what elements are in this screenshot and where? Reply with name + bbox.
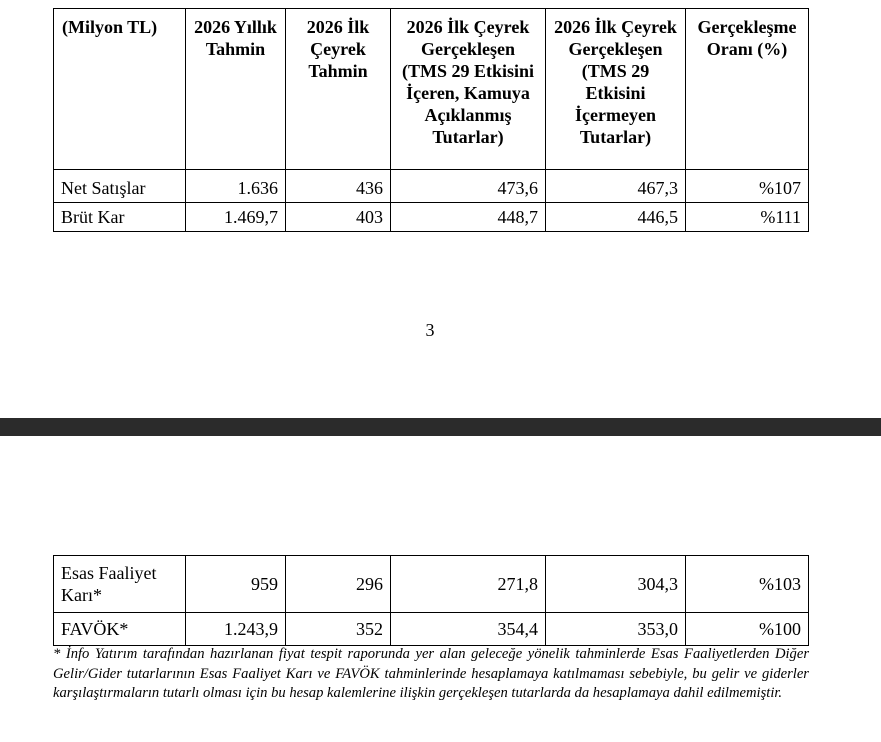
row-label: FAVÖK*	[54, 613, 186, 646]
header-q1-actual-without-tms29: 2026 İlk Çeyrek Gerçekleşen (TMS 29 Etkisini İçermeyen Tutarlar)	[546, 9, 686, 170]
header-unit: (Milyon TL)	[54, 9, 186, 170]
row-label-line-2: Karı*	[61, 585, 102, 605]
cell-annual-forecast: 959	[186, 556, 286, 613]
cell-annual-forecast: 1.243,9	[186, 613, 286, 646]
cell-q1-actual-with-tms29: 271,8	[391, 556, 546, 613]
cell-realization-rate: %100	[686, 613, 809, 646]
cell-q1-forecast: 352	[286, 613, 391, 646]
footnote: * İnfo Yatırım tarafından hazırlanan fiyat tespit raporunda yer alan geleceğe yönelik tahminlerde Esas Faaliyetlerden Diğer Gelir/Gider tutarlarının Esas Faaliyet Karı ve FAVÖK tahminlerinde hesaplamaya katılmaması sebebiyle, bu gelir ve giderler karşılaştırmaların tutarlı olması için bu hesap kalemlerine ilişkin gerçekleşen tutarlarda da hesaplamaya dahil edilmemiştir.	[53, 646, 809, 701]
cell-realization-rate: %111	[686, 203, 809, 232]
cell-q1-actual-without-tms29: 353,0	[546, 613, 686, 646]
cell-realization-rate: %103	[686, 556, 809, 613]
cell-q1-actual-without-tms29: 467,3	[546, 170, 686, 203]
header-realization-rate: Gerçekleşme Oranı (%)	[686, 9, 809, 170]
cell-realization-rate: %107	[686, 170, 809, 203]
cell-q1-actual-with-tms29: 448,7	[391, 203, 546, 232]
cell-annual-forecast: 1.469,7	[186, 203, 286, 232]
cell-q1-actual-with-tms29: 473,6	[391, 170, 546, 203]
row-label: Brüt Kar	[54, 203, 186, 232]
table-row-operating-profit	[54, 556, 809, 613]
row-label: Net Satışlar	[54, 170, 186, 203]
table-header-row	[54, 9, 809, 170]
cell-q1-actual-without-tms29: 304,3	[546, 556, 686, 613]
row-label-line-1: Esas Faaliyet	[61, 563, 157, 583]
cell-q1-forecast: 436	[286, 170, 391, 203]
financial-table-top	[53, 8, 809, 232]
cell-q1-actual-without-tms29: 446,5	[546, 203, 686, 232]
table-row-gross-profit	[54, 203, 809, 232]
row-label	[54, 556, 186, 613]
page-separator	[0, 418, 881, 436]
table-row-ebitda	[54, 613, 809, 646]
header-q1-actual-with-tms29: 2026 İlk Çeyrek Gerçekleşen (TMS 29 Etkisini İçeren, Kamuya Açıklanmış Tutarlar)	[391, 9, 546, 170]
cell-annual-forecast: 1.636	[186, 170, 286, 203]
cell-q1-forecast: 403	[286, 203, 391, 232]
financial-table-continued	[53, 555, 809, 646]
cell-q1-forecast: 296	[286, 556, 391, 613]
page-number: 3	[425, 320, 435, 340]
header-q1-forecast: 2026 İlk Çeyrek Tahmin	[286, 9, 391, 170]
table-row-net-sales	[54, 170, 809, 203]
cell-q1-actual-with-tms29: 354,4	[391, 613, 546, 646]
header-annual-forecast: 2026 Yıllık Tahmin	[186, 9, 286, 170]
